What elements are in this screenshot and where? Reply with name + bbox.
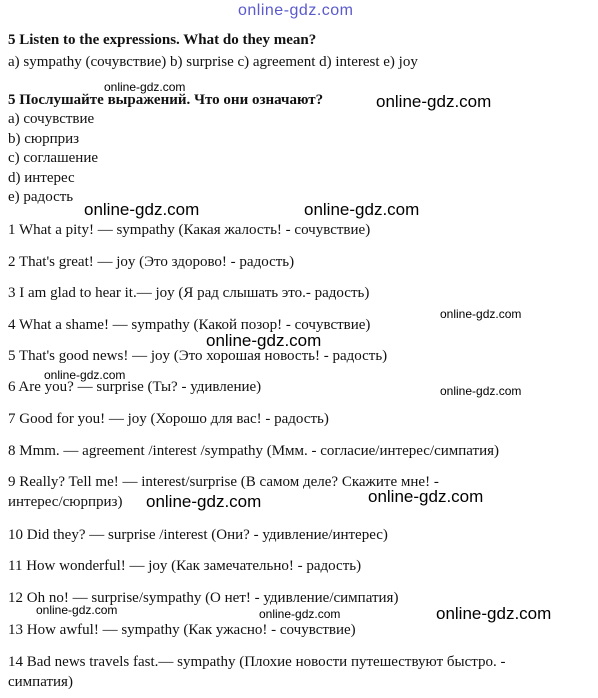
answer-9-cont: интерес/сюрприз)	[8, 494, 123, 510]
answer-13: 13 How awful! — sympathy (Как ужасно! - сочувствие)	[8, 622, 356, 638]
answer-8: 8 Mmm. — agreement /interest /sympathy (Ммм. - согласие/интерес/симпатия)	[8, 443, 500, 459]
watermark: online-gdz.com	[146, 492, 262, 511]
option-ru-a: a) сочувствие	[8, 111, 95, 127]
answer-3: 3 I am glad to hear it.— joy (Я рад слышать это.- радость)	[8, 285, 370, 301]
answer-11: 11 How wonderful! — joy (Как замечательно! - радость)	[8, 558, 362, 574]
watermark: online-gdz.com	[436, 604, 552, 623]
watermark: online-gdz.com	[36, 603, 118, 617]
answer-6: 6 Are you? — surprise (Ты? - удивление)	[8, 379, 262, 395]
watermark: online-gdz.com	[206, 331, 322, 350]
answer-4: 4 What a shame! — sympathy (Какой позор! - сочувствие)	[8, 317, 371, 333]
task-title-en: 5 Listen to the expressions. What do they mean?	[8, 32, 317, 48]
answer-12: 12 Oh no! — surprise/sympathy (О нет! - удивление/симпатия)	[8, 590, 399, 606]
answer-2: 2 That's great! — joy (Это здорово! - радость)	[8, 254, 295, 270]
watermark: online-gdz.com	[84, 200, 200, 219]
task-options-en: a) sympathy (сочувствие) b) surprise c) agreement d) interest e) joy	[8, 54, 418, 70]
answer-7: 7 Good for you! — joy (Хорошо для вас! - радость)	[8, 411, 329, 427]
option-ru-b: b) сюрприз	[8, 131, 80, 147]
watermark: online-gdz.com	[368, 487, 484, 506]
watermark-header: online-gdz.com	[238, 2, 354, 19]
task-title-ru: 5 Послушайте выражений. Что они означают?	[8, 92, 324, 108]
watermark: online-gdz.com	[304, 200, 420, 219]
watermark: online-gdz.com	[440, 384, 522, 398]
option-ru-c: c) соглашение	[8, 150, 99, 166]
answer-1: 1 What a pity! — sympathy (Какая жалость! - сочувствие)	[8, 222, 371, 238]
watermark: online-gdz.com	[440, 307, 522, 321]
answer-5: 5 That's good news! — joy (Это хорошая новость! - радость)	[8, 348, 388, 364]
watermark: online-gdz.com	[104, 80, 186, 94]
answer-10: 10 Did they? — surprise /interest (Они? - удивление/интерес)	[8, 527, 388, 543]
answer-14-cont: симпатия)	[8, 674, 73, 690]
watermark: online-gdz.com	[44, 368, 126, 382]
answer-14: 14 Bad news travels fast.— sympathy (Плохие новости путешествуют быстро. -	[8, 654, 506, 670]
option-ru-d: d) интерес	[8, 170, 75, 186]
option-ru-e: e) радость	[8, 189, 74, 205]
watermark: online-gdz.com	[259, 607, 341, 621]
watermark: online-gdz.com	[376, 92, 492, 111]
answer-9: 9 Really? Tell me! — interest/surprise (В самом деле? Скажите мне! -	[8, 474, 439, 490]
